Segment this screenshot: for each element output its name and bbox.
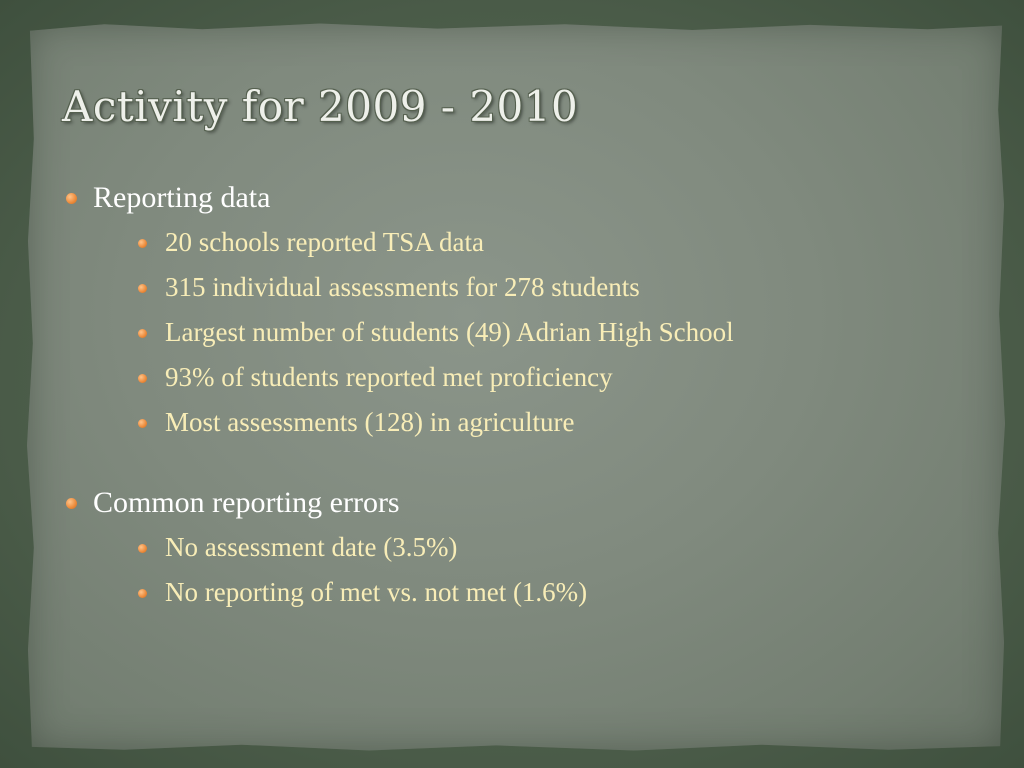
slide-title: Activity for 2009 - 2010: [62, 82, 579, 131]
section-reporting-data: [62, 176, 982, 445]
list-item: [93, 400, 982, 445]
list-item-text: 93% of students reported met proficiency: [165, 362, 613, 392]
bullet-icon: [138, 544, 147, 553]
list-item-text: Most assessments (128) in agriculture: [165, 407, 575, 437]
bullet-icon: [138, 589, 147, 598]
section-common-reporting-errors: [62, 481, 982, 615]
bullet-icon: [138, 284, 147, 293]
bullet-list: [62, 176, 982, 615]
list-item-text: No reporting of met vs. not met (1.6%): [165, 577, 588, 607]
list-item-text: 20 schools reported TSA data: [165, 227, 484, 257]
bullet-icon: [138, 329, 147, 338]
list-item-text: No assessment date (3.5%): [165, 532, 458, 562]
bullet-icon: [138, 374, 147, 383]
bullet-icon: [66, 193, 77, 204]
section-heading: Common reporting errors: [93, 486, 400, 519]
bullet-icon: [138, 239, 147, 248]
bullet-icon: [66, 498, 77, 509]
list-item-text: 315 individual assessments for 278 students: [165, 272, 640, 302]
list-item: [93, 265, 982, 310]
bullet-icon: [138, 419, 147, 428]
list-item-text: Largest number of students (49) Adrian High School: [165, 317, 734, 347]
list-item: [93, 310, 982, 355]
list-item: [93, 220, 982, 265]
list-item: [93, 525, 982, 570]
list-item: [93, 355, 982, 400]
sub-list: [93, 220, 982, 445]
section-heading: Reporting data: [93, 181, 271, 214]
list-item: [93, 570, 982, 615]
sub-list: [93, 525, 982, 615]
